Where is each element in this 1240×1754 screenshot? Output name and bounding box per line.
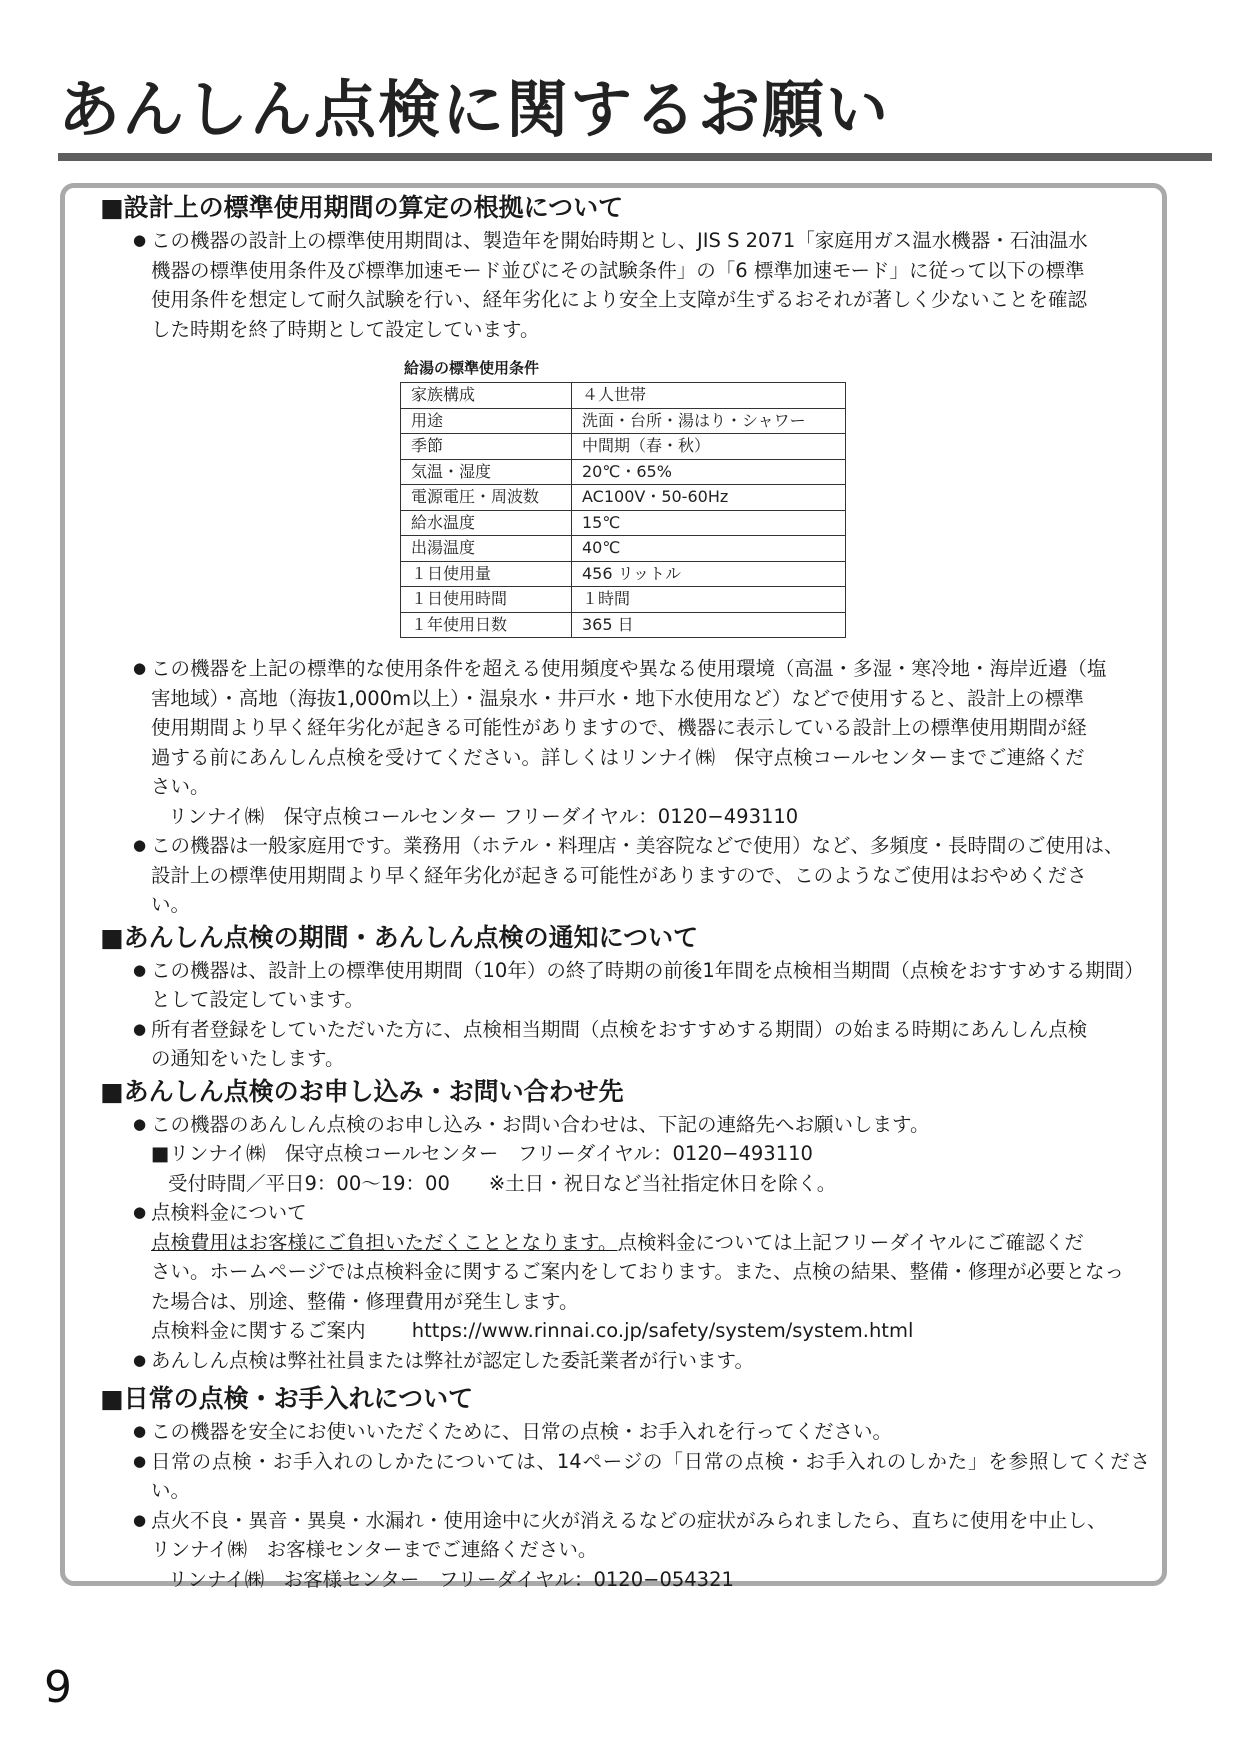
maintenance-call-center-contact: リンナイ㈱ 保守点検コールセンター フリーダイヤル：0120−493110 [168, 804, 799, 828]
bullet-usage-environment: ● この機器を上記の標準的な使用条件を超える使用頻度や異なる使用環境（高温・多湿・寒冷地・海岸近邉（塩 害地域）・高地（海抜1,000m以上）・温泉水・井戸水・地下水使用など）などで使用すると、設計上の標準 使用期間より早く経年劣化が起きる可能性がありますので、機器に表示している設計上の標準使用期間が経 過する前にあんしん点検を受けてください。詳しくはリンナイ㈱ 保守点検コールセンターまでご連絡くだ さい。 [133, 654, 1150, 802]
table-row: １日使用時間 １時間 [401, 587, 846, 613]
bullet-dot-icon: ● [133, 836, 147, 854]
page-title: あんしん点検に関するお願い [58, 73, 891, 146]
bullet-dot-icon: ● [133, 1203, 147, 1221]
table-caption: 給湯の標準使用条件 [404, 359, 540, 377]
table-row: 気温・湿度 20℃・65% [401, 459, 846, 485]
customer-center-contact: リンナイ㈱ お客様センター フリーダイヤル：0120−054321 [168, 1567, 734, 1591]
fee-guide-link[interactable]: https://www.rinnai.co.jp/safety/system/system.html [411, 1319, 914, 1342]
bullet-inspection-notice: ● 所有者登録をしていただいた方に、点検相当期間（点検をおすすめする期間）の始まる時期にあんしん点検 の通知をいたします。 [133, 1015, 1150, 1074]
table-row: 給水温度 15℃ [401, 510, 846, 536]
bullet-dot-icon: ● [133, 960, 147, 979]
bullet-dot-icon: ● [133, 1422, 147, 1440]
bullet-standard-period: ● この機器の設計上の標準使用期間は、製造年を開始時期とし、JIS S 2071「家庭用ガス温水機器・石油温水 機器の標準使用条件及び標準加速モード並びにその試験条件」の「6 標準加速モード」に従って以下の標準 使用条件を想定して耐久試験を行い、経年劣化により安全上支障が生ずるおそれが著しく少ないことを確認 した時期を終了時期として設定しています。 [133, 226, 1150, 344]
bullet-dot-icon: ● [133, 1451, 147, 1470]
bullet-contractor: ● あんしん点検は弊社社員または弊社が認定した委託業者が行います。 [133, 1346, 1150, 1376]
bullet-dot-icon: ● [133, 1510, 147, 1529]
bullet-dot-icon: ● [133, 231, 147, 249]
table-row: １年使用日数 365 日 [401, 612, 846, 638]
section-heading-daily-care: ■日常の点検・お手入れについて [100, 1384, 474, 1413]
bullet-dot-icon: ● [133, 1114, 147, 1133]
page-number: 9 [44, 1662, 72, 1713]
fee-guide-label: 点検料金に関するご案内 [151, 1319, 366, 1342]
bullet-care-reference: ● 日常の点検・お手入れのしかたについては、14ページの「日常の点検・お手入れのしかた」を参照してください。 [133, 1447, 1150, 1506]
bullet-household-use: ● この機器は一般家庭用です。業務用（ホテル・料理店・美容院などで使用）など、多頻度・長時間のご使用は、 設計上の標準使用期間より早く経年劣化が起きる可能性がありますので、このようなご使用はおやめくださ い。 [133, 831, 1150, 920]
call-center-contact: ■リンナイ㈱ 保守点検コールセンター フリーダイヤル：0120−493110 [151, 1142, 813, 1165]
bullet-application: ● この機器のあんしん点検のお申し込み・お問い合わせは、下記の連絡先へお願いします。 [133, 1110, 1150, 1140]
bullet-malfunction: ● 点火不良・異音・異臭・水漏れ・使用途中に火が消えるなどの症状がみられましたら、直ちに使用を中止し、 リンナイ㈱ お客様センターまでご連絡ください。 [133, 1506, 1150, 1565]
table-row: 用途 洗面・台所・湯はり・シャワー [401, 408, 846, 434]
section-heading-standard-period: ■設計上の標準使用期間の算定の根拠について [100, 193, 624, 222]
bullet-dot-icon: ● [133, 1350, 147, 1369]
fee-burden-notice: 点検費用はお客様にご負担いただくこととなります。 [151, 1230, 618, 1254]
table-row: 季節 中間期（春・秋） [401, 434, 846, 460]
conditions-table [400, 382, 846, 638]
content [100, 190, 1150, 1594]
fee-description: 点検費用はお客様にご負担いただくこととなります。点検料金については上記フリーダイヤルにご確認くだ さい。ホームページでは点検料金に関するご案内をしております。また、点検の結果、整備・修理が必要となっ た場合は、別途、整備・修理費用が発生します。 点検料金に関するご案内 https://www.rinnai.co.jp/safety/system/system.html [151, 1230, 1125, 1342]
table-row: 電源電圧・周波数 AC100V・50-60Hz [401, 485, 846, 511]
bullet-dot-icon: ● [133, 1019, 147, 1038]
section-heading-application-contact: ■あんしん点検のお申し込み・お問い合わせ先 [100, 1076, 624, 1106]
section-heading-inspection-period: ■あんしん点検の期間・あんしん点検の通知について [100, 922, 699, 952]
title-rule [58, 153, 1212, 161]
bullet-inspection-period: ● この機器は、設計上の標準使用期間（10年）の終了時期の前後1年間を点検相当期間（点検をおすすめする期間） として設定しています。 [133, 956, 1150, 1015]
bullet-dot-icon: ● [133, 659, 147, 677]
bullet-daily-care: ● この機器を安全にお使いいただくために、日常の点検・お手入れを行ってください。 [133, 1417, 1150, 1447]
fee-title: 点検料金について [151, 1201, 307, 1224]
table-row: 出湯温度 40℃ [401, 536, 846, 562]
reception-hours: 受付時間／平日9：00〜19：00 ※土日・祝日など当社指定休日を除く。 [168, 1171, 837, 1195]
table-row: 家族構成 ４人世帯 [401, 383, 846, 409]
conditions-table-block [400, 358, 846, 638]
bullet-fee [133, 1198, 1150, 1228]
table-row: １日使用量 456 リットル [401, 561, 846, 587]
